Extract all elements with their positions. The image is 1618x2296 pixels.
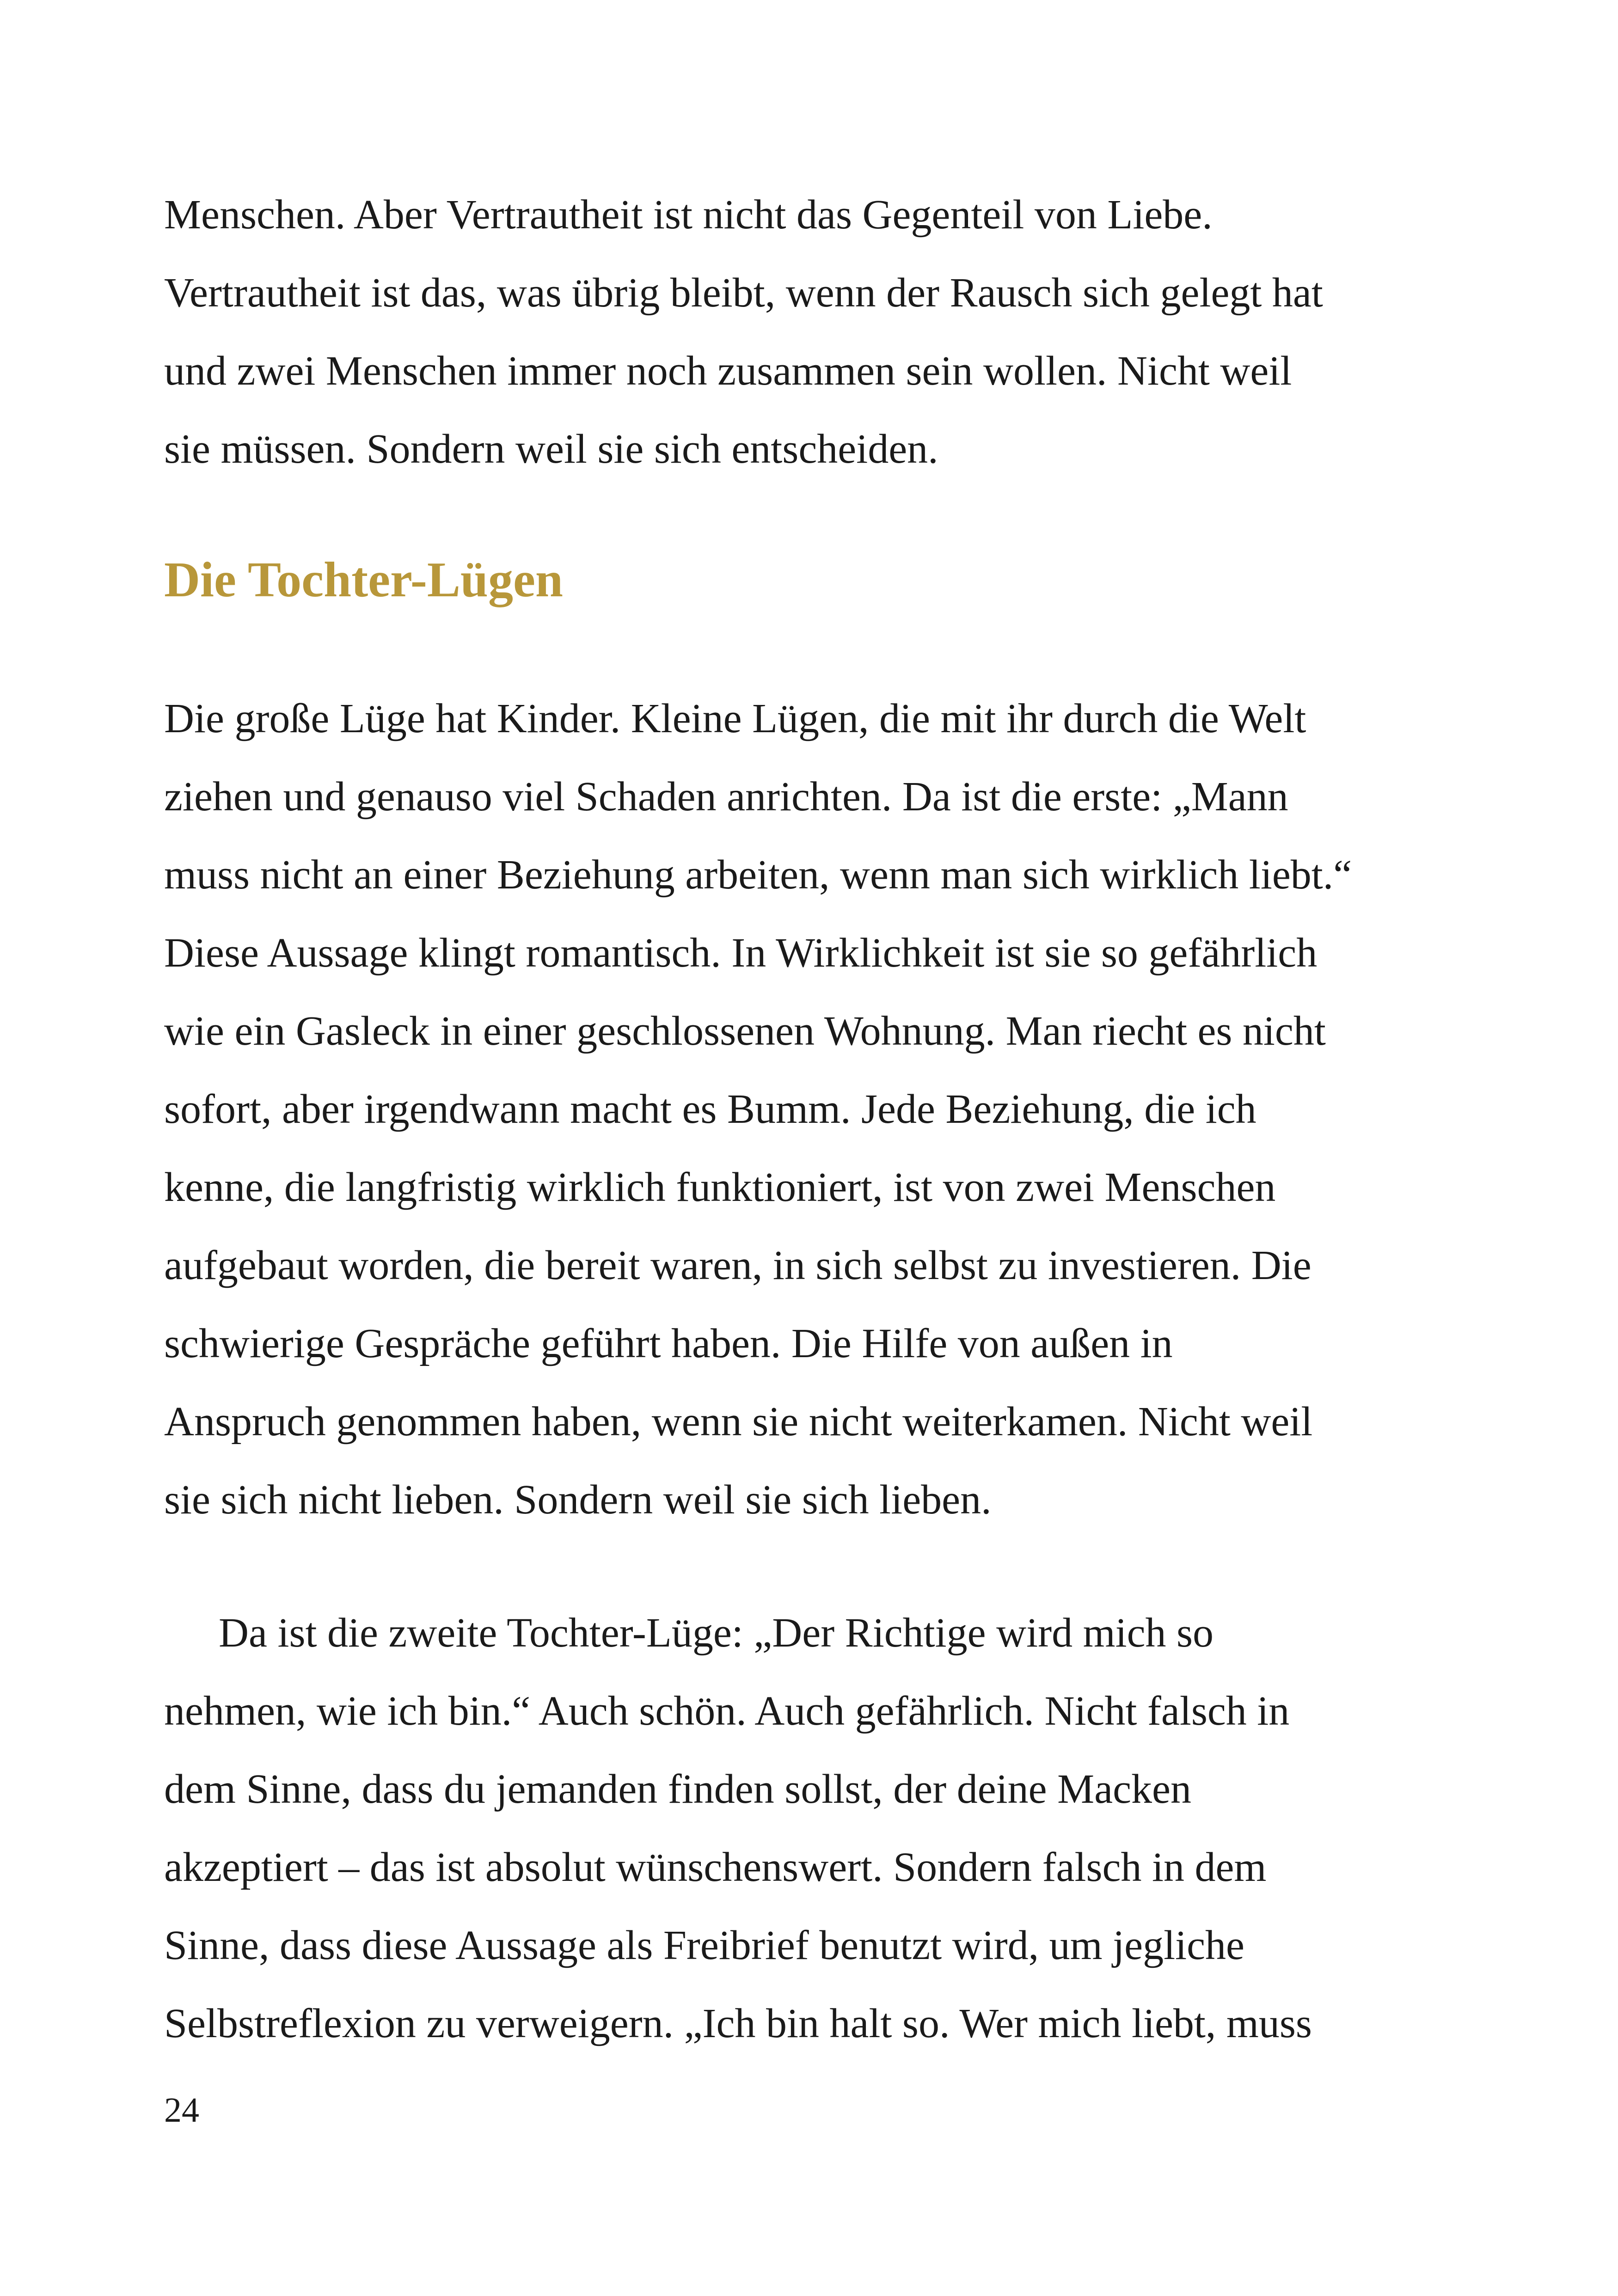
text-line: sie sich nicht lieben. Sondern weil sie sich lieben. [164,1477,992,1523]
text-line: sofort, aber irgendwann macht es Bumm. Jede Beziehung, die ich [164,1086,1256,1132]
text-line: ziehen und genauso viel Schaden anrichten. Da ist die erste: „Mann [164,774,1288,820]
text-line: nehmen, wie ich bin.“ Auch schön. Auch gefährlich. Nicht falsch in [164,1688,1290,1734]
text-line: Die große Lüge hat Kinder. Kleine Lügen, die mit ihr durch die Welt [164,696,1306,741]
text-line: schwierige Gespräche geführt haben. Die Hilfe von außen in [164,1321,1173,1366]
text-line: akzeptiert – das ist absolut wünschenswert. Sondern falsch in dem [164,1844,1267,1890]
text-line: muss nicht an einer Beziehung arbeiten, wenn man sich wirklich liebt.“ [164,852,1352,898]
text-line: sie müssen. Sondern weil sie sich entscheiden. [164,426,938,472]
text-line: Menschen. Aber Vertrautheit ist nicht das Gegenteil von Liebe. [164,192,1213,238]
text-line: und zwei Menschen immer noch zusammen sein wollen. Nicht weil [164,348,1292,394]
paragraph-intro-continuation [164,176,1459,488]
paragraph-tochter-luegen-second [164,1594,1459,2063]
text-line: aufgebaut worden, die bereit waren, in sich selbst zu investieren. Die [164,1243,1312,1288]
text-line: kenne, die langfristig wirklich funktioniert, ist von zwei Menschen [164,1164,1276,1210]
text-line: Sinne, dass diese Aussage als Freibrief benutzt wird, um jegliche [164,1923,1244,1968]
text-line: dem Sinne, dass du jemanden finden sollst, der deine Macken [164,1766,1191,1812]
text-line: Anspruch genommen haben, wenn sie nicht weiterkamen. Nicht weil [164,1399,1313,1445]
text-line: Diese Aussage klingt romantisch. In Wirklichkeit ist sie so gefährlich [164,930,1318,976]
paragraph-tochter-luegen-first [164,680,1459,1539]
text-line: wie ein Gasleck in einer geschlossenen Wohnung. Man riecht es nicht [164,1008,1326,1054]
section-heading: Die Tochter-Lügen [164,552,563,607]
text-line: Selbstreflexion zu verweigern. „Ich bin halt so. Wer mich liebt, muss [164,2001,1312,2046]
text-line: Vertrautheit ist das, was übrig bleibt, wenn der Rausch sich gelegt hat [164,270,1323,316]
page-number: 24 [164,2091,199,2130]
text-line-indented: Da ist die zweite Tochter-Lüge: „Der Richtige wird mich so [219,1610,1214,1656]
